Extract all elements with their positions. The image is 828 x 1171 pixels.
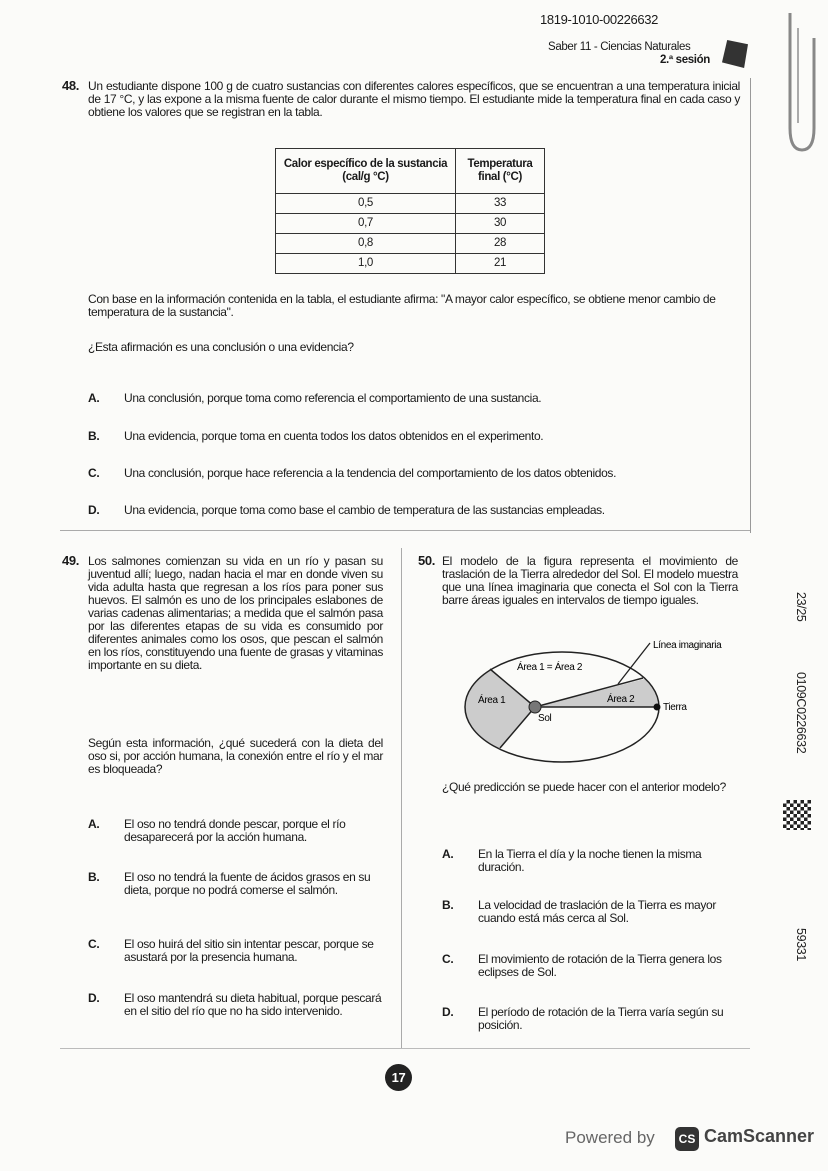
orbit-diagram [440,630,740,780]
area-1-label: Área 1 [478,695,506,706]
area-2-label: Área 2 [607,694,635,705]
sun-label: Sol [538,713,552,724]
booklet-code: 1819-1010-00226632 [540,12,659,27]
divider [750,78,751,533]
question-text: ¿Esta afirmación es una conclusión o una evidencia? [88,340,354,354]
table-row [276,194,545,214]
data-table [275,148,545,274]
page-fraction: 23/25 [794,592,808,622]
table-cell: 1,0 [276,254,456,274]
sun-icon [529,701,541,713]
option-d[interactable] [88,992,383,1018]
option-a[interactable] [442,848,738,874]
table-row [276,214,545,234]
option-text: Una conclusión, porque toma como referencia el comportamiento de una sustancia. [124,391,542,405]
table-cell: 0,7 [276,214,456,234]
divider [401,548,402,1048]
question-number: 48. [62,78,80,93]
line-label: Línea imaginaria [653,640,722,651]
subject: Saber 11 - Ciencias Naturales [548,41,691,53]
option-letter: D. [88,991,100,1005]
table-cell: 0,8 [276,234,456,254]
camscanner-brand: CamScanner [704,1126,815,1146]
option-text: El oso no tendrá la fuente de ácidos grasos en su dieta, porque no podrá comerse el salmón. [124,870,371,897]
option-letter: D. [442,1005,454,1019]
option-letter: D. [88,503,100,517]
option-b[interactable] [442,899,738,925]
table-header: Temperatura final (°C) [456,149,545,194]
table-row [276,254,545,274]
question-stem: Los salmones comienzan su vida en un río y pasan su juventud allí; luego, nadan hacia el mar en donde viven su vida adulta hasta que regresan a los ríos para poner sus huevos. El salmón es uno de los principales eslabones de varias cadenas alimentarias; a medida que el salmón pasa por las diferentes etapas de su vida es consumido por diferentes animales como los osos, que pescan el salmón en los ríos, constituyendo una fuente de grasas y vitaminas importante en su dieta. [88,554,383,672]
earth-label: Tierra [663,702,687,713]
option-text: La velocidad de traslación de la Tierra es mayor cuando está más cerca al Sol. [478,898,717,925]
option-letter: B. [88,429,100,443]
option-a[interactable] [88,392,541,405]
option-letter: A. [88,391,100,405]
option-text: El movimiento de rotación de la Tierra genera los eclipses de Sol. [478,952,722,979]
option-text: Una conclusión, porque hace referencia a la tendencia del comportamiento de los datos obtenidos. [124,466,617,480]
table-row [276,234,545,254]
student-code: 59331 [794,928,808,962]
area-1-sector [440,668,535,760]
option-c[interactable] [442,953,738,979]
option-c[interactable] [88,938,383,964]
table-cell: 21 [456,254,545,274]
option-letter: B. [442,898,454,912]
powered-by-text: Powered by [565,1128,655,1147]
option-letter: B. [88,870,100,884]
option-d[interactable] [442,1006,738,1032]
earth-icon [654,704,661,711]
table-cell: 30 [456,214,545,234]
page-number: 17 [385,1064,412,1091]
question-number: 49. [62,553,80,568]
camscanner-logo-icon: CS [675,1127,699,1151]
question-number: 50. [418,553,436,568]
paperclip-icon [780,8,820,158]
question-stem: El modelo de la figura representa el movimiento de traslación de la Tierra alrededor del Sol. El modelo muestra que una línea imaginaria que conecta el Sol con la Tierra barre áreas iguales en intervalos de tiempo iguales. [442,554,738,607]
option-c[interactable] [88,467,616,480]
context-text: Con base en la información contenida en la tabla, el estudiante afirma: "A mayor calor específico, se obtiene menor cambio de temperatura de la sustancia". [88,292,716,319]
table-header: Calor específico de la sustancia (cal/g °C) [276,149,456,194]
divider [60,530,750,531]
equality-label: Área 1 = Área 2 [517,662,583,673]
booklet-id: 0109C0226632 [794,672,808,754]
option-text: En la Tierra el día y la noche tienen la misma duración. [478,847,702,874]
option-letter: C. [88,937,100,951]
option-text: El oso mantendrá su dieta habitual, porque pescará en el sitio del río que no ha sido intervenido. [124,991,382,1018]
table-cell: 28 [456,234,545,254]
option-text: Una evidencia, porque toma en cuenta todos los datos obtenidos en el experimento. [124,429,544,443]
question-text: Según esta información, ¿qué sucederá con la dieta del oso si, por acción humana, la conexión entre el río y el mar es bloqueada? [88,736,383,776]
option-letter: A. [88,817,100,831]
question-text: ¿Qué predicción se puede hacer con el anterior modelo? [442,780,726,794]
question-stem: Un estudiante dispone 100 g de cuatro sustancias con diferentes calores específicos, que se encuentran a una temperatura inicial de 17 °C, y las expone a la misma fuente de calor durante el mismo tiempo. El estudiante mide la temperatura final en cada caso y obtiene los valores que se registran en la tabla. [88,79,740,119]
option-letter: C. [442,952,454,966]
option-text: El período de rotación de la Tierra varía según su posición. [478,1005,724,1032]
option-b[interactable] [88,430,543,443]
option-d[interactable] [88,504,605,517]
option-letter: A. [442,847,454,861]
table-cell: 33 [456,194,545,214]
option-b[interactable] [88,871,383,897]
option-text: El oso huirá del sitio sin intentar pescar, porque se asustará por la presencia humana. [124,937,374,964]
option-a[interactable] [88,818,383,844]
logo-icon [722,40,748,68]
option-text: El oso no tendrá donde pescar, porque el río desaparecerá por la acción humana. [124,817,346,844]
option-letter: C. [88,466,100,480]
session: 2.ª sesión [660,54,710,66]
divider [60,1048,750,1049]
qr-code-icon [783,800,811,830]
table-cell: 0,5 [276,194,456,214]
option-text: Una evidencia, porque toma como base el cambio de temperatura de las sustancias empleadas. [124,503,605,517]
